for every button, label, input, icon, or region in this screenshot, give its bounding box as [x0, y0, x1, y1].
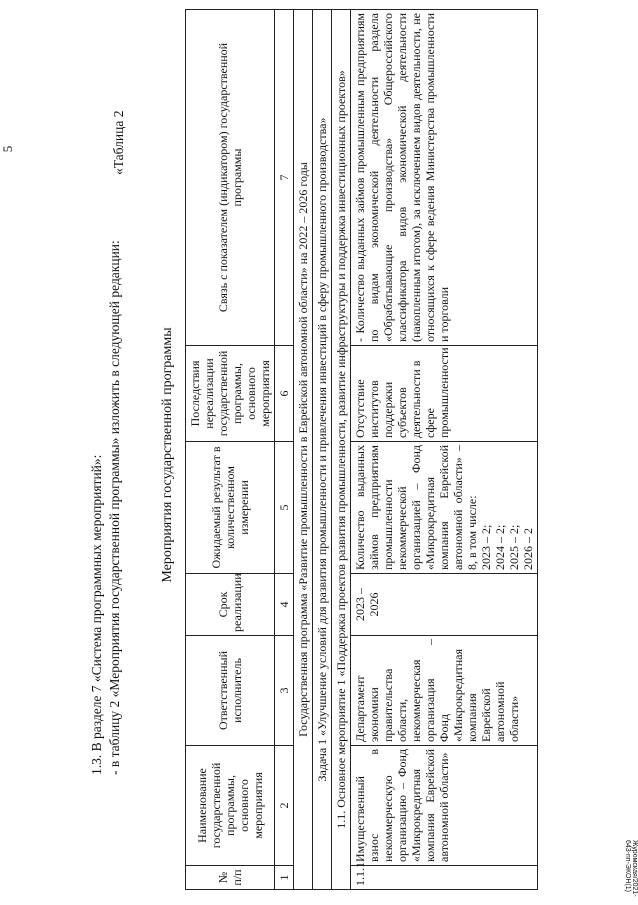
table-header-row — [186, 10, 275, 890]
header-term: Срок реализации — [186, 574, 275, 636]
row-name: Имущественный взнос в некоммерческую организацию – Фонд «Микрокредитная компания Еврейской автономной области» — [351, 746, 538, 866]
table-caption: Мероприятия государственной программы — [160, 327, 175, 583]
row-term: 2023 – 2026 — [351, 574, 538, 636]
row-num: 1.1.1 — [351, 866, 538, 890]
header-num: № п/п — [186, 866, 275, 890]
row-executor: Департамент экономики правительства области, некоммерческая организация – Фонд «Микрокредитная компания Еврейской автономной области» — [351, 636, 538, 746]
row-link: - Количество выданных займов промышленным предприятиям по видам экономической деятельности раздела «Обрабатывающие производства» Общероссийского классификатора видов экономической деятельности (накопленным итогом), за исключением видов деятельности, не относящихся к сфере ведения Министерства промышленности и торговли — [351, 10, 538, 346]
intro-line-2: - в таблицу 2 «Мероприятия государственной программы» изложить в следующей редакции: — [107, 240, 122, 775]
col-number-5: 5 — [275, 442, 294, 574]
column-number-row — [275, 10, 294, 890]
row-result-year: 2025 – 2; — [507, 524, 521, 570]
row-result — [351, 442, 538, 574]
table-row — [351, 10, 538, 890]
col-number-2: 2 — [275, 746, 294, 866]
header-link: Связь с показателем (индикатором) государственной программы — [186, 10, 275, 346]
measure-title: 1.1. Основное мероприятие 1 «Поддержка проектов развития промышленности, развитие инфраструктуры и поддержка инвестиционных проектов» — [332, 10, 351, 890]
row-result-year: 2026 – 2 — [521, 528, 535, 570]
col-number-7: 7 — [275, 10, 294, 346]
task-row — [313, 10, 332, 890]
program-row — [294, 10, 313, 890]
footer-code: Журомская/2021-643-пп-ЭКОН(1) — [624, 840, 638, 897]
intro-line-1: 1.3. В разделе 7 «Система программных мероприятий»: — [89, 454, 104, 775]
col-number-3: 3 — [275, 636, 294, 746]
header-result: Ожидаемый результат в количественном измерении — [186, 442, 275, 574]
task-title: Задача 1 «Улучшение условий для развития промышленности и привлечения инвестиций в сферу промышленного производства» — [313, 10, 332, 890]
col-number-4: 4 — [275, 574, 294, 636]
intro-text — [88, 240, 124, 775]
table-reference: «Таблица 2 — [111, 110, 126, 175]
col-number-6: 6 — [275, 346, 294, 442]
program-title: Государственная программа «Развитие промышленности в Еврейской автономной области» на 2022 – 2026 годы — [294, 10, 313, 890]
measures-table — [185, 9, 538, 890]
row-result-year: 2024 – 2; — [493, 524, 507, 570]
header-consequences: Последствия нереализации государственной программы, основного мероприятия — [186, 346, 275, 442]
header-name: Наименование государственной программы, основного мероприятия — [186, 746, 275, 866]
header-executor: Ответственный исполнитель — [186, 636, 275, 746]
measure-row — [332, 10, 351, 890]
row-consequences: Отсутствие институтов поддержки субъектов деятельности в сфере промышленности — [351, 346, 538, 442]
row-result-main: Количество выданных займов предприятиям промышленности некоммерческой организацией – Фонд «Микрокредитная компания Еврейской автономной области» – 8, в том числе: — [353, 445, 479, 570]
row-result-year: 2023 – 2; — [479, 524, 493, 570]
col-number-1: 1 — [275, 866, 294, 890]
page-number: 5 — [0, 145, 15, 153]
